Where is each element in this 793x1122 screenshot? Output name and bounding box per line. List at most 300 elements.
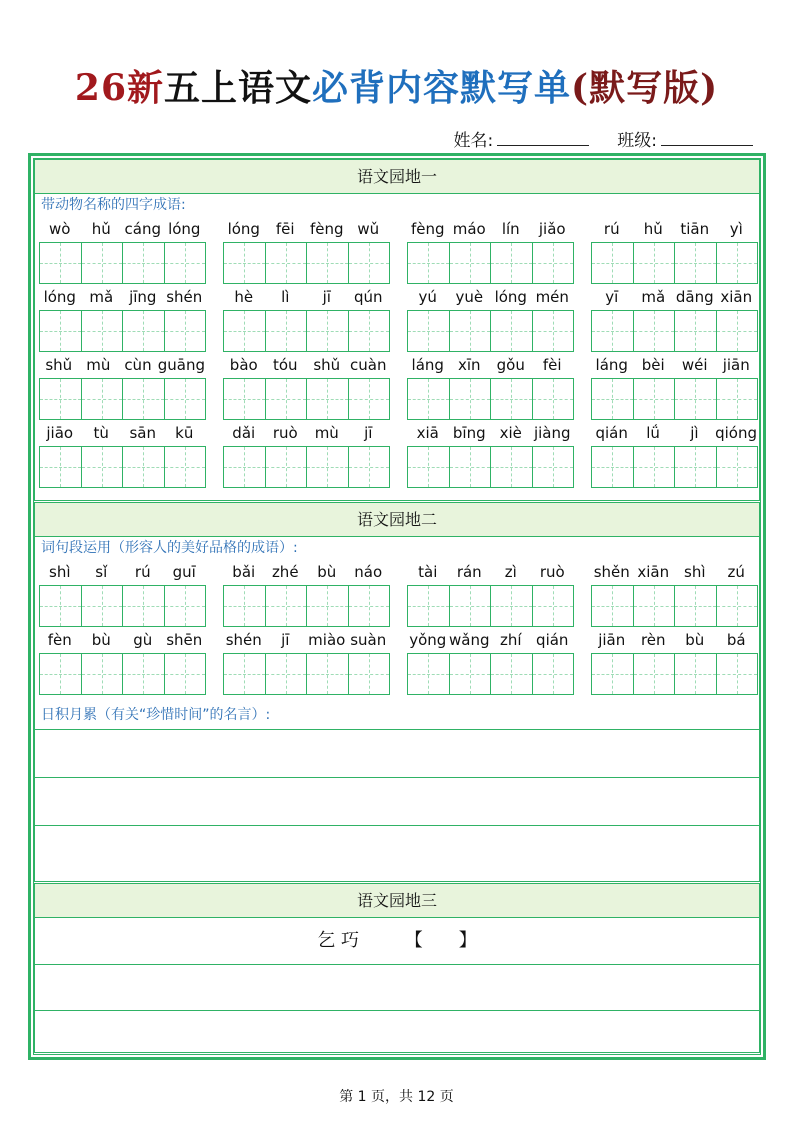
pinyin-line bbox=[591, 420, 757, 446]
pinyin-syllable: qún bbox=[353, 288, 383, 306]
tianzige-box[interactable] bbox=[223, 378, 266, 420]
character-boxes bbox=[591, 310, 757, 352]
pinyin-syllable: jiāo bbox=[46, 424, 74, 442]
pinyin-syllable: wéi bbox=[681, 356, 708, 374]
pinyin-syllable: zì bbox=[504, 563, 517, 581]
pinyin-line bbox=[39, 284, 205, 310]
pinyin-syllable: lǘ bbox=[646, 424, 660, 442]
character-boxes bbox=[39, 446, 205, 488]
pinyin-syllable: mén bbox=[535, 288, 569, 306]
tianzige-box[interactable] bbox=[633, 310, 676, 352]
pinyin-syllable: wò bbox=[49, 220, 71, 238]
tianzige-box[interactable] bbox=[306, 242, 349, 284]
tianzige-box[interactable] bbox=[407, 310, 450, 352]
character-boxes bbox=[591, 242, 757, 284]
section-header: 语文园地二 bbox=[35, 503, 759, 537]
tianzige-box[interactable] bbox=[164, 378, 207, 420]
writing-line[interactable] bbox=[35, 1010, 759, 1056]
pinyin-syllable: gǒu bbox=[496, 356, 525, 374]
tianzige-box[interactable] bbox=[674, 585, 717, 627]
pinyin-syllable: wǎng bbox=[449, 631, 490, 649]
character-boxes bbox=[591, 585, 757, 627]
tianzige-box[interactable] bbox=[716, 585, 759, 627]
pinyin-line bbox=[223, 627, 389, 653]
pinyin-syllable: yú bbox=[418, 288, 437, 306]
pinyin-syllable: tài bbox=[418, 563, 438, 581]
idiom-group bbox=[39, 352, 205, 420]
pinyin-syllable: fēi bbox=[275, 220, 295, 238]
pinyin-syllable: suàn bbox=[350, 631, 387, 649]
tianzige-box[interactable] bbox=[532, 378, 575, 420]
writing-line[interactable] bbox=[35, 825, 759, 873]
character-boxes bbox=[407, 446, 573, 488]
idiom-group bbox=[39, 559, 205, 627]
pinyin-syllable: xiān bbox=[637, 563, 670, 581]
pinyin-syllable: wǔ bbox=[357, 220, 380, 238]
pinyin-line bbox=[223, 352, 389, 378]
pinyin-syllable: láng bbox=[595, 356, 628, 374]
pinyin-syllable: bù bbox=[317, 563, 337, 581]
pinyin-line bbox=[591, 216, 757, 242]
pinyin-syllable: ruò bbox=[272, 424, 298, 442]
character-boxes bbox=[407, 585, 573, 627]
character-boxes bbox=[223, 446, 389, 488]
pinyin-line bbox=[591, 352, 757, 378]
tianzige-box[interactable] bbox=[716, 310, 759, 352]
pinyin-syllable: shén bbox=[166, 288, 203, 306]
page-footer: 第 1 页，共 12 页 bbox=[339, 1089, 454, 1105]
tianzige-box[interactable] bbox=[633, 653, 676, 695]
tianzige-box[interactable] bbox=[407, 585, 450, 627]
pinyin-line bbox=[223, 420, 389, 446]
pinyin-line bbox=[39, 627, 205, 653]
pinyin-line bbox=[407, 284, 573, 310]
idiom-group bbox=[591, 627, 757, 695]
pinyin-syllable: mù bbox=[314, 424, 339, 442]
poem-heading bbox=[35, 918, 759, 964]
pinyin-syllable: lóng bbox=[494, 288, 527, 306]
pinyin-syllable: shǔ bbox=[313, 356, 341, 374]
idiom-group bbox=[591, 559, 757, 627]
section-yuwen-yuandi-3 bbox=[34, 883, 760, 1053]
tianzige-box[interactable] bbox=[490, 378, 533, 420]
pinyin-syllable: fèi bbox=[542, 356, 562, 374]
tianzige-box[interactable] bbox=[490, 585, 533, 627]
tianzige-box[interactable] bbox=[39, 653, 82, 695]
class-blank[interactable] bbox=[661, 130, 753, 146]
tianzige-box[interactable] bbox=[164, 446, 207, 488]
tianzige-box[interactable] bbox=[164, 585, 207, 627]
worksheet-frame bbox=[28, 153, 766, 1060]
tianzige-box[interactable] bbox=[633, 446, 676, 488]
pinyin-syllable: xiè bbox=[499, 424, 522, 442]
tianzige-box[interactable] bbox=[122, 378, 165, 420]
tianzige-box[interactable] bbox=[39, 310, 82, 352]
pinyin-syllable: dāng bbox=[675, 288, 714, 306]
idiom-group bbox=[39, 216, 205, 284]
pinyin-syllable: qián bbox=[595, 424, 628, 442]
pinyin-syllable: hè bbox=[234, 288, 254, 306]
tianzige-box[interactable] bbox=[265, 653, 308, 695]
pinyin-syllable: tù bbox=[93, 424, 109, 442]
idiom-group bbox=[407, 420, 573, 488]
pinyin-syllable: tiān bbox=[680, 220, 710, 238]
tianzige-box[interactable] bbox=[348, 653, 391, 695]
tianzige-box[interactable] bbox=[164, 242, 207, 284]
title-part1: 26新 bbox=[74, 67, 164, 109]
tianzige-box[interactable] bbox=[674, 446, 717, 488]
pinyin-syllable: bèi bbox=[641, 356, 665, 374]
tianzige-box[interactable] bbox=[39, 585, 82, 627]
idiom-group bbox=[591, 284, 757, 352]
tianzige-box[interactable] bbox=[449, 446, 492, 488]
idiom-group bbox=[223, 284, 389, 352]
pinyin-syllable: fèng bbox=[309, 220, 344, 238]
tianzige-box[interactable] bbox=[39, 242, 82, 284]
tianzige-box[interactable] bbox=[223, 446, 266, 488]
character-boxes bbox=[407, 242, 573, 284]
idiom-group bbox=[39, 627, 205, 695]
idiom-row bbox=[35, 420, 759, 488]
tianzige-box[interactable] bbox=[39, 446, 82, 488]
pinyin-line bbox=[39, 352, 205, 378]
tianzige-box[interactable] bbox=[265, 242, 308, 284]
tianzige-box[interactable] bbox=[265, 310, 308, 352]
pinyin-syllable: jiàng bbox=[533, 424, 571, 442]
tianzige-box[interactable] bbox=[449, 378, 492, 420]
tianzige-box[interactable] bbox=[591, 653, 634, 695]
tianzige-box[interactable] bbox=[407, 378, 450, 420]
pinyin-syllable: cáng bbox=[124, 220, 161, 238]
tianzige-box[interactable] bbox=[39, 378, 82, 420]
character-boxes bbox=[39, 310, 205, 352]
poem-title: 乞 巧 bbox=[317, 930, 359, 951]
tianzige-box[interactable] bbox=[122, 653, 165, 695]
pinyin-syllable: jī bbox=[281, 631, 290, 649]
tianzige-box[interactable] bbox=[532, 446, 575, 488]
section-subtitle-2: 日积月累（有关“珍惜时间”的名言）: bbox=[41, 707, 271, 723]
pinyin-syllable: hǔ bbox=[91, 220, 111, 238]
pinyin-syllable: fèng bbox=[410, 220, 445, 238]
pinyin-syllable: yǒng bbox=[409, 631, 447, 649]
pinyin-syllable: shěn bbox=[593, 563, 630, 581]
pinyin-syllable: jīng bbox=[129, 288, 157, 306]
tianzige-box[interactable] bbox=[81, 378, 124, 420]
character-boxes bbox=[39, 585, 205, 627]
pinyin-syllable: bào bbox=[229, 356, 258, 374]
pinyin-syllable: bá bbox=[726, 631, 746, 649]
pinyin-syllable: rú bbox=[134, 563, 151, 581]
pinyin-syllable: yī bbox=[605, 288, 619, 306]
pinyin-syllable: jī bbox=[322, 288, 331, 306]
pinyin-line bbox=[39, 216, 205, 242]
character-boxes bbox=[39, 653, 205, 695]
pinyin-syllable: zú bbox=[727, 563, 745, 581]
tianzige-box[interactable] bbox=[122, 446, 165, 488]
pinyin-line bbox=[223, 284, 389, 310]
tianzige-box[interactable] bbox=[633, 242, 676, 284]
tianzige-box[interactable] bbox=[223, 585, 266, 627]
tianzige-box[interactable] bbox=[633, 585, 676, 627]
tianzige-box[interactable] bbox=[81, 310, 124, 352]
writing-line[interactable] bbox=[35, 964, 759, 1010]
character-boxes bbox=[591, 378, 757, 420]
idiom-group bbox=[407, 284, 573, 352]
pinyin-line bbox=[591, 627, 757, 653]
tianzige-box[interactable] bbox=[591, 242, 634, 284]
pinyin-syllable: fèn bbox=[47, 631, 72, 649]
tianzige-box[interactable] bbox=[716, 653, 759, 695]
pinyin-line bbox=[591, 284, 757, 310]
character-boxes bbox=[39, 242, 205, 284]
tianzige-box[interactable] bbox=[122, 310, 165, 352]
pinyin-syllable: sān bbox=[129, 424, 156, 442]
pinyin-syllable: guī bbox=[172, 563, 196, 581]
tianzige-box[interactable] bbox=[490, 446, 533, 488]
pinyin-syllable: mǎ bbox=[641, 288, 666, 306]
tianzige-box[interactable] bbox=[674, 653, 717, 695]
pinyin-syllable: lóng bbox=[227, 220, 260, 238]
tianzige-box[interactable] bbox=[591, 378, 634, 420]
pinyin-syllable: zhé bbox=[271, 563, 299, 581]
idiom-group bbox=[591, 420, 757, 488]
name-label: 姓名: bbox=[453, 131, 494, 151]
pinyin-line bbox=[223, 216, 389, 242]
pinyin-line bbox=[407, 420, 573, 446]
tianzige-box[interactable] bbox=[490, 242, 533, 284]
pinyin-syllable: cùn bbox=[124, 356, 152, 374]
tianzige-box[interactable] bbox=[674, 242, 717, 284]
pinyin-syllable: cuàn bbox=[350, 356, 387, 374]
pinyin-syllable: gù bbox=[133, 631, 153, 649]
section-subtitle: 带动物名称的四字成语: bbox=[41, 197, 186, 213]
section-subtitle: 词句段运用（形容人的美好品格的成语）: bbox=[41, 540, 298, 556]
title-part3: 必背内容默写单 bbox=[312, 67, 572, 109]
name-blank[interactable] bbox=[497, 130, 589, 146]
tianzige-box[interactable] bbox=[407, 653, 450, 695]
idiom-row bbox=[35, 284, 759, 352]
tianzige-box[interactable] bbox=[532, 653, 575, 695]
idiom-row bbox=[35, 559, 759, 627]
pinyin-syllable: lóng bbox=[168, 220, 201, 238]
tianzige-box[interactable] bbox=[265, 378, 308, 420]
pinyin-syllable: bǎi bbox=[232, 563, 256, 581]
student-info bbox=[454, 126, 753, 151]
character-boxes bbox=[407, 653, 573, 695]
pinyin-syllable: kū bbox=[175, 424, 194, 442]
tianzige-box[interactable] bbox=[591, 310, 634, 352]
section-header: 语文园地三 bbox=[35, 884, 759, 918]
tianzige-box[interactable] bbox=[223, 653, 266, 695]
idiom-group bbox=[407, 352, 573, 420]
title-part2: 五上语文 bbox=[164, 67, 313, 109]
tianzige-box[interactable] bbox=[81, 446, 124, 488]
pinyin-syllable: shì bbox=[49, 563, 71, 581]
pinyin-syllable: yuè bbox=[455, 288, 484, 306]
tianzige-box[interactable] bbox=[223, 242, 266, 284]
pinyin-syllable: zhí bbox=[499, 631, 522, 649]
tianzige-box[interactable] bbox=[81, 653, 124, 695]
idiom-group bbox=[407, 216, 573, 284]
tianzige-box[interactable] bbox=[348, 242, 391, 284]
pinyin-line bbox=[407, 352, 573, 378]
pinyin-syllable: dǎi bbox=[232, 424, 256, 442]
pinyin-syllable: jiǎo bbox=[538, 220, 566, 238]
tianzige-box[interactable] bbox=[716, 378, 759, 420]
character-boxes bbox=[407, 310, 573, 352]
tianzige-box[interactable] bbox=[306, 653, 349, 695]
section-yuwen-yuandi-1 bbox=[34, 159, 760, 501]
idiom-group bbox=[407, 627, 573, 695]
tianzige-box[interactable] bbox=[306, 378, 349, 420]
tianzige-box[interactable] bbox=[716, 446, 759, 488]
author-bracket: 【 】 bbox=[404, 930, 477, 951]
pinyin-line bbox=[407, 627, 573, 653]
pinyin-syllable: sǐ bbox=[95, 563, 108, 581]
tianzige-box[interactable] bbox=[716, 242, 759, 284]
pinyin-syllable: lì bbox=[281, 288, 290, 306]
pinyin-syllable: bù bbox=[685, 631, 705, 649]
pinyin-syllable: bīng bbox=[452, 424, 486, 442]
tianzige-box[interactable] bbox=[674, 310, 717, 352]
tianzige-box[interactable] bbox=[306, 446, 349, 488]
idiom-group bbox=[223, 352, 389, 420]
pinyin-syllable: xīn bbox=[457, 356, 481, 374]
tianzige-box[interactable] bbox=[407, 242, 450, 284]
tianzige-box[interactable] bbox=[265, 446, 308, 488]
character-boxes bbox=[223, 378, 389, 420]
tianzige-box[interactable] bbox=[122, 585, 165, 627]
pinyin-syllable: mù bbox=[86, 356, 111, 374]
pinyin-syllable: mǎ bbox=[89, 288, 114, 306]
tianzige-box[interactable] bbox=[81, 585, 124, 627]
pinyin-syllable: lín bbox=[501, 220, 520, 238]
character-boxes bbox=[223, 242, 389, 284]
tianzige-box[interactable] bbox=[348, 378, 391, 420]
pinyin-syllable: qián bbox=[536, 631, 569, 649]
pinyin-syllable: ruò bbox=[539, 563, 565, 581]
pinyin-syllable: shǔ bbox=[45, 356, 73, 374]
pinyin-syllable: rèn bbox=[640, 631, 666, 649]
pinyin-syllable: xiā bbox=[416, 424, 439, 442]
idiom-row bbox=[35, 627, 759, 695]
tianzige-box[interactable] bbox=[674, 378, 717, 420]
tianzige-box[interactable] bbox=[591, 446, 634, 488]
character-boxes bbox=[591, 446, 757, 488]
tianzige-box[interactable] bbox=[348, 446, 391, 488]
writing-line[interactable] bbox=[35, 729, 759, 777]
tianzige-box[interactable] bbox=[633, 378, 676, 420]
idiom-group bbox=[223, 216, 389, 284]
pinyin-syllable: rú bbox=[603, 220, 620, 238]
pinyin-syllable: jiān bbox=[598, 631, 626, 649]
pinyin-syllable: jiān bbox=[722, 356, 750, 374]
tianzige-box[interactable] bbox=[164, 310, 207, 352]
tianzige-box[interactable] bbox=[532, 585, 575, 627]
pinyin-syllable: yì bbox=[729, 220, 743, 238]
tianzige-box[interactable] bbox=[449, 585, 492, 627]
tianzige-box[interactable] bbox=[449, 242, 492, 284]
tianzige-box[interactable] bbox=[81, 242, 124, 284]
tianzige-box[interactable] bbox=[306, 310, 349, 352]
pinyin-line bbox=[39, 559, 205, 585]
tianzige-box[interactable] bbox=[407, 446, 450, 488]
idiom-group bbox=[223, 559, 389, 627]
character-boxes bbox=[223, 310, 389, 352]
tianzige-box[interactable] bbox=[490, 653, 533, 695]
class-label: 班级: bbox=[617, 131, 657, 151]
idiom-group bbox=[223, 627, 389, 695]
pinyin-syllable: hǔ bbox=[643, 220, 663, 238]
tianzige-box[interactable] bbox=[265, 585, 308, 627]
tianzige-box[interactable] bbox=[532, 310, 575, 352]
writing-line[interactable] bbox=[35, 777, 759, 825]
class-field[interactable] bbox=[617, 126, 753, 151]
tianzige-box[interactable] bbox=[591, 585, 634, 627]
character-boxes bbox=[591, 653, 757, 695]
idiom-group bbox=[407, 559, 573, 627]
tianzige-box[interactable] bbox=[223, 310, 266, 352]
pinyin-syllable: láng bbox=[411, 356, 444, 374]
pinyin-syllable: shì bbox=[684, 563, 706, 581]
character-boxes bbox=[39, 378, 205, 420]
section-yuwen-yuandi-2 bbox=[34, 502, 760, 882]
tianzige-box[interactable] bbox=[348, 585, 391, 627]
pinyin-syllable: jī bbox=[364, 424, 373, 442]
tianzige-box[interactable] bbox=[306, 585, 349, 627]
pinyin-syllable: bù bbox=[91, 631, 111, 649]
page-title bbox=[0, 60, 793, 111]
pinyin-syllable: shēn bbox=[166, 631, 203, 649]
idiom-group bbox=[39, 420, 205, 488]
pinyin-syllable: shén bbox=[225, 631, 262, 649]
character-boxes bbox=[223, 585, 389, 627]
pinyin-line bbox=[591, 559, 757, 585]
pinyin-syllable: náo bbox=[354, 563, 383, 581]
pinyin-syllable: rán bbox=[456, 563, 482, 581]
pinyin-syllable: guāng bbox=[157, 356, 205, 374]
pinyin-line bbox=[407, 216, 573, 242]
idiom-row bbox=[35, 352, 759, 420]
tianzige-box[interactable] bbox=[164, 653, 207, 695]
pinyin-syllable: xiān bbox=[720, 288, 753, 306]
pinyin-syllable: tóu bbox=[272, 356, 298, 374]
pinyin-syllable: miào bbox=[308, 631, 346, 649]
name-field[interactable] bbox=[454, 126, 590, 151]
pinyin-syllable: máo bbox=[452, 220, 486, 238]
section-header: 语文园地一 bbox=[35, 160, 759, 194]
pinyin-syllable: lóng bbox=[43, 288, 76, 306]
tianzige-box[interactable] bbox=[348, 310, 391, 352]
idiom-row bbox=[35, 216, 759, 284]
idiom-group bbox=[39, 284, 205, 352]
character-boxes bbox=[223, 653, 389, 695]
pinyin-line bbox=[407, 559, 573, 585]
tianzige-box[interactable] bbox=[122, 242, 165, 284]
pinyin-line bbox=[223, 559, 389, 585]
pinyin-line bbox=[39, 420, 205, 446]
pinyin-syllable: qióng bbox=[715, 424, 757, 442]
tianzige-box[interactable] bbox=[449, 653, 492, 695]
tianzige-box[interactable] bbox=[532, 242, 575, 284]
idiom-group bbox=[591, 216, 757, 284]
tianzige-box[interactable] bbox=[490, 310, 533, 352]
character-boxes bbox=[407, 378, 573, 420]
tianzige-box[interactable] bbox=[449, 310, 492, 352]
title-part4: (默写版) bbox=[571, 67, 719, 109]
pinyin-syllable: jì bbox=[690, 424, 699, 442]
idiom-group bbox=[223, 420, 389, 488]
